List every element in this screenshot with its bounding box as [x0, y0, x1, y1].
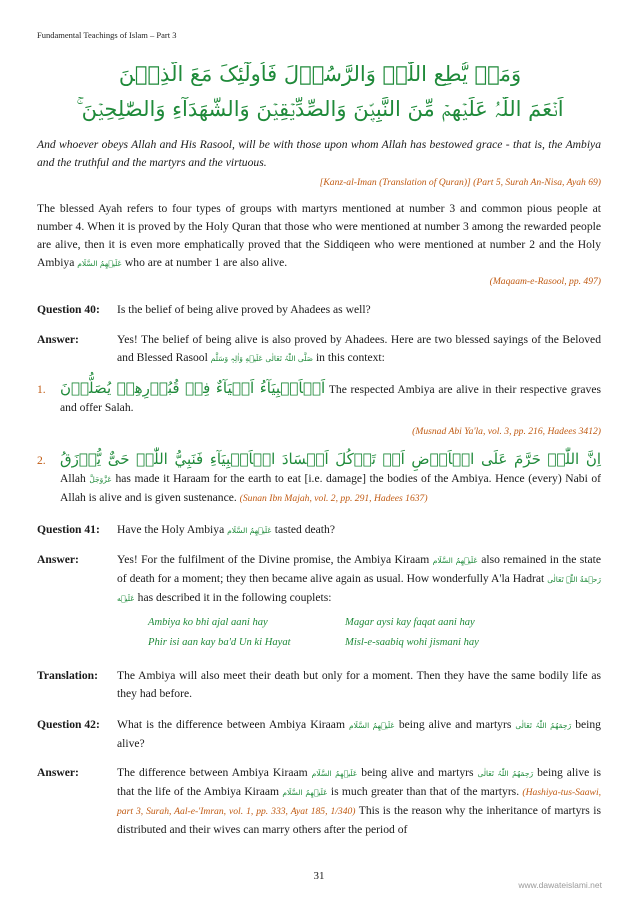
- running-head: Fundamental Teachings of Islam – Part 3: [37, 30, 177, 40]
- question-label: Question 40:: [37, 303, 100, 316]
- question-text-c: being alive?: [117, 718, 601, 750]
- hadith-2-text-a: Allah: [60, 472, 86, 485]
- hadith-2-body: [60, 450, 601, 508]
- couplet-line-3: Phir isi aan kay ba'd Un ki Hayat: [148, 637, 291, 648]
- honorific: رَحِمَهُمُ اللّٰہُ تَعَالٰی: [515, 721, 572, 730]
- honorific: عَلَيۡهِمُ السَّلَام: [348, 721, 395, 730]
- verse-reference: [Kanz-al-Iman (Translation of Quran)] (Part 5, Surah An-Nisa, Ayah 69): [319, 177, 601, 188]
- answer-label: Answer:: [37, 766, 79, 779]
- answer-label: Answer:: [37, 333, 79, 346]
- answer-text-b: in this context:: [315, 351, 385, 364]
- hadith-2-arabic: اِنَّ اللّٰہَ حَرَّمَ عَلَی الۡاَرۡضِ اَنۡ تَاۡكُلَ اَجۡسَادَ الۡاَنۡبِيَآءِ فَنَبِيُّ اللّٰہِ حَیٌّ يُّرۡزَقُ: [60, 450, 601, 468]
- translation-label: Translation:: [37, 669, 98, 682]
- quran-verse-line-2: اَنۡعَمَ اللّٰہُ عَلَيۡهِمۡ مِّنَ النَّبِيّٖنَ وَالصِّدِّيۡقِيۡنَ وَالشُّهَدَآءِ وَالصّٰلِحِيۡنَ ۚ: [76, 97, 564, 121]
- answer-text-c: being alive is that the life of the Ambiya Kiraam: [117, 766, 601, 798]
- hadith-1-number: 1.: [37, 383, 46, 396]
- answer-40: [37, 331, 601, 368]
- honorific: عَلَيۡهِمُ السَّلَام: [227, 526, 272, 535]
- honorific: عَلَيۡهِمُ السَّلَام: [282, 788, 328, 797]
- question-text: Is the belief of being alive proved by Ahadees as well?: [117, 303, 371, 316]
- hadith-2: [60, 450, 601, 508]
- answer-text-c: has described it in the following couplets:: [137, 591, 332, 604]
- question-40: [37, 301, 601, 319]
- paragraph-1: [37, 200, 601, 291]
- hadith-1-text: The respected Ambiya are alive in their respective graves and offer Salah.: [60, 383, 601, 414]
- translation-block: [37, 667, 601, 703]
- honorific: رَحِمَهُمُ اللّٰہُ تَعَالٰی: [477, 769, 534, 778]
- honorific: رَحۡمَةُ اللّٰہِ تَعَالٰی عَلَيۡه: [117, 575, 601, 603]
- couplet-line-2: Magar aysi kay faqat aani hay: [345, 617, 475, 628]
- answer-text-a: Yes! The belief of being alive is also proved by Ahadees. Here are two blessed sayings of the Beloved and Blessed Rasool: [117, 333, 601, 364]
- answer-41: [37, 551, 601, 608]
- question-text: [117, 521, 601, 540]
- website-link[interactable]: www.dawateislami.net: [518, 880, 602, 890]
- question-text-b: tasted death?: [274, 523, 335, 536]
- answer-text-b: being alive and martyrs: [361, 766, 474, 779]
- question-text-a: Have the Holy Ambiya: [117, 523, 225, 536]
- answer-text-d: is much greater than that of the martyrs.: [330, 785, 520, 798]
- answer-text-b: also remained in the state of death for a moment; they then became alive again as usual. How wonderfully A'la Hadrat: [117, 553, 601, 585]
- couplet-line-1: Ambiya ko bhi ajal aani hay: [148, 617, 268, 628]
- question-42: [37, 716, 601, 753]
- answer-text-e: This is the reason why the inheritance of martyrs is distributed and their wives can marry others after the period of: [117, 804, 601, 836]
- hadith-1-reference: (Musnad Abi Ya'la, vol. 3, pp. 216, Hadees 3412): [412, 426, 601, 437]
- honorific: عَزَّوَجَلَّ: [89, 475, 112, 484]
- answer-text: [117, 551, 601, 608]
- paragraph-1-text-a: The blessed Ayah refers to four types of groups with martyrs mentioned at number 3 and common pious people at number 4. When it is proved by the Holy Quran that those who were mentioned at number 3 among the rewarded people are alive, then it is even more emphatically proved that the Siddiqeen who were mentioned at number 2 and the Holy Ambiya: [37, 202, 601, 269]
- honorific: صَلَّی اللّٰہُ تَعَالٰی عَلَيۡهِ وَاٰلِہٖ وَسَلَّم: [210, 354, 314, 363]
- hadith-2-reference: (Sunan Ibn Majah, vol. 2, pp. 291, Hadees 1637): [239, 493, 428, 504]
- question-label: Question 41:: [37, 523, 100, 536]
- honorific: عَلَيۡهِمُ السَّلَام: [432, 556, 478, 565]
- question-text: [117, 716, 601, 753]
- hadith-2-text-b: has made it Haraam for the earth to eat [i.e. damage] the bodies of the Ambiya. Hence (every) Nabi of Allah is alive and is given sustenance.: [60, 472, 602, 504]
- quran-verse-line-1: وَمَنۡ يُّطِعِ اللّٰہَ وَالرَّسُوۡلَ فَاُولٰٓئِکَ مَعَ الَّذِيۡنَ: [118, 62, 522, 86]
- honorific: عَلَيۡهِمُ السَّلَام: [77, 259, 122, 268]
- answer-42: [37, 764, 601, 839]
- answer-text: [117, 764, 601, 839]
- verse-reference-wrap: [37, 174, 601, 192]
- verse-translation: And whoever obeys Allah and His Rasool, will be with those upon whom Allah has bestowed grace - that is, the Ambiya and the truthful and the martyrs and the virtuous.: [37, 138, 601, 169]
- answer-label: Answer:: [37, 553, 79, 566]
- honorific: عَلَيۡهِمُ السَّلَام: [311, 769, 358, 778]
- answer-text: [117, 331, 601, 368]
- question-text-b: being alive and martyrs: [398, 718, 512, 731]
- translation-text: The Ambiya will also meet their death but only for a moment. Then they have the same bodily life as they had before.: [117, 669, 601, 700]
- hadith-1-body: [60, 379, 601, 417]
- couplet-line-4: Misl-e-saabiq wohi jismani hay: [345, 637, 479, 648]
- paragraph-1-reference: (Maqaam-e-Rasool, pp. 497): [489, 276, 601, 287]
- question-label: Question 42:: [37, 718, 100, 731]
- answer-reference: (Hashiya-tus-Saawi, part 3, Surah, Aal-e-'Imran, vol. 1, pp. 333, Ayat 185, 1/340): [117, 787, 602, 817]
- answer-text-a: Yes! For the fulfilment of the Divine promise, the Ambiya Kiraam: [117, 553, 430, 566]
- hadith-1: [60, 379, 601, 441]
- answer-text-a: The difference between Ambiya Kiraam: [117, 766, 308, 779]
- page-number: 31: [313, 870, 325, 882]
- question-text-a: What is the difference between Ambiya Kiraam: [117, 718, 345, 731]
- question-41: [37, 521, 601, 540]
- hadith-1-arabic: اَلۡاَنۡبِيَآءُ اَحۡيَآءٌ فِیۡ قُبُوۡرِهِمۡ يُصَلُّوۡنَ: [60, 379, 326, 397]
- hadith-2-number: 2.: [37, 454, 46, 467]
- paragraph-1-text-b: who are at number 1 are also alive.: [124, 256, 288, 269]
